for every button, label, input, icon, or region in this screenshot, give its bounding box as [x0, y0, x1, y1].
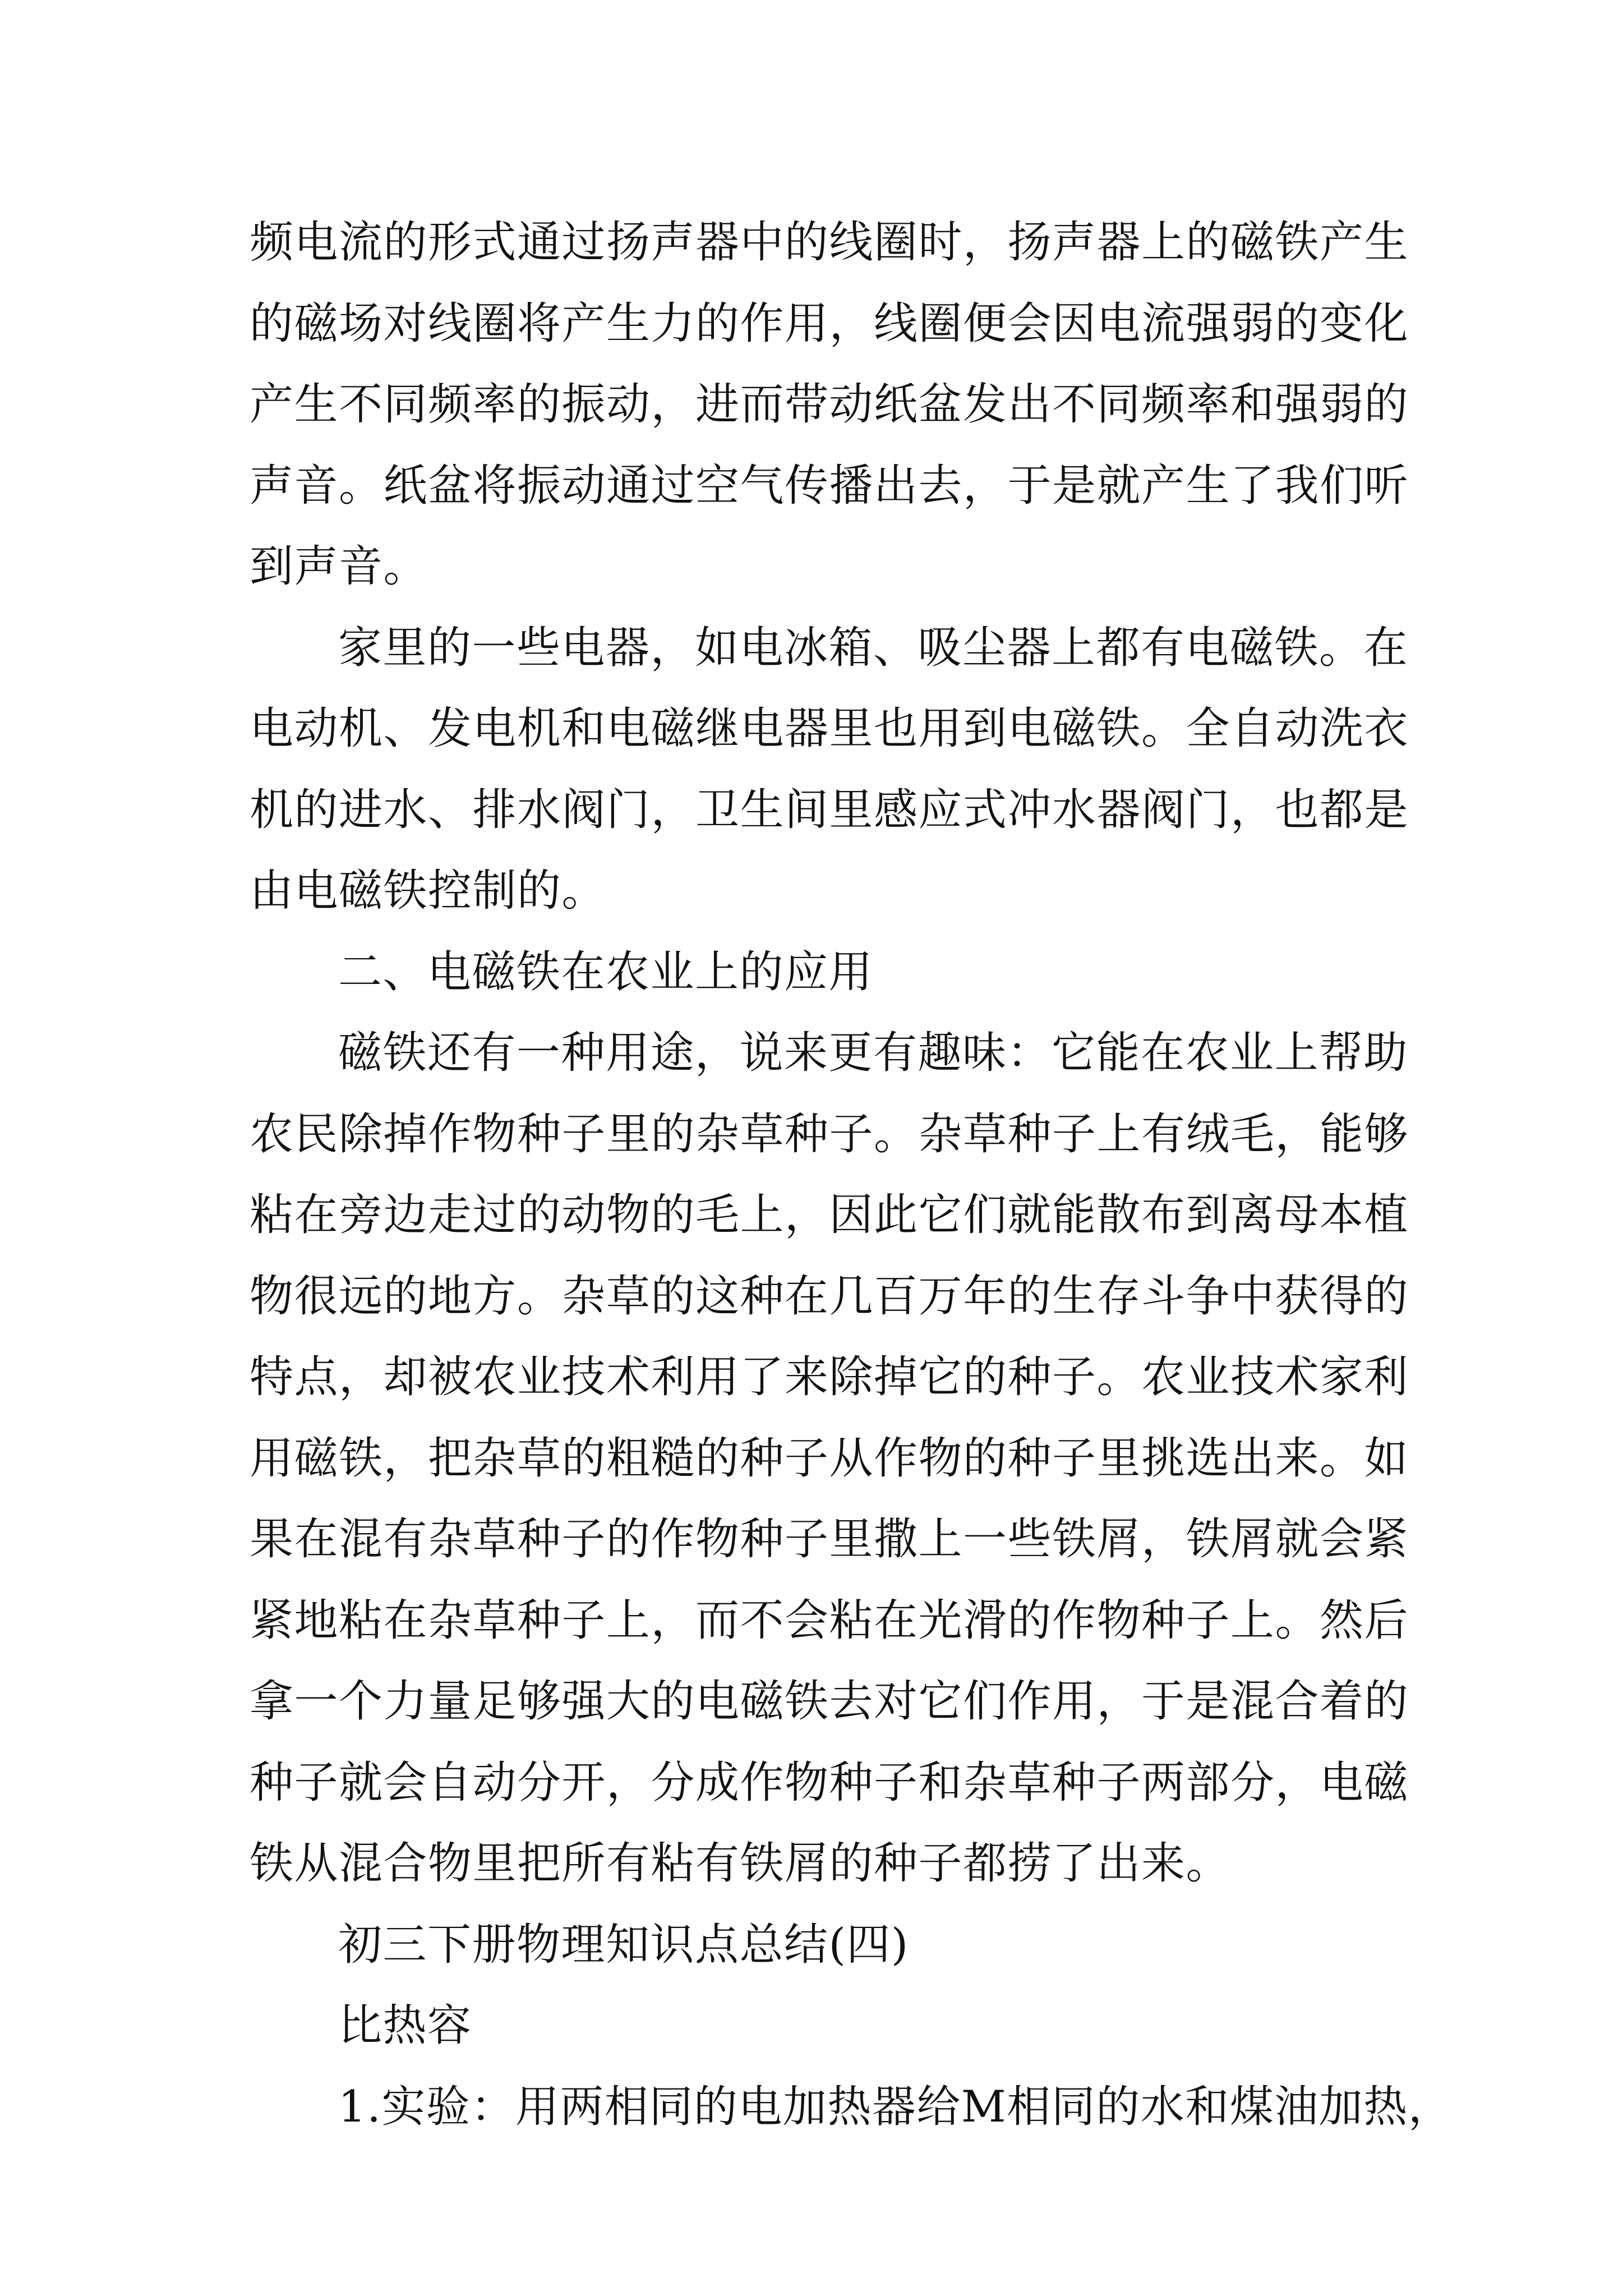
- text-line: 声音。纸盆将振动通过空气传播出去，于是就产生了我们听: [250, 460, 1409, 511]
- text-line: 的磁场对线圈将产生力的作用，线圈便会因电流强弱的变化: [250, 298, 1409, 349]
- text-line: 物很远的地方。杂草的这种在几百万年的生存斗争中获得的: [250, 1271, 1409, 1322]
- paragraph: [250, 202, 1409, 608]
- text-line: 紧地粘在杂草种子上，而不会粘在光滑的作物种子上。然后: [250, 1595, 1409, 1646]
- text-line: 产生不同频率的振动，进而带动纸盆发出不同频率和强弱的: [250, 379, 1409, 430]
- heading-line: 比热容: [338, 2000, 472, 2051]
- text-line: 机的进水、排水阀门，卫生间里感应式冲水器阀门，也都是: [250, 784, 1409, 835]
- text-line: 果在混有杂草种子的作物种子里撒上一些铁屑，铁屑就会紧: [250, 1514, 1409, 1565]
- paragraph: [250, 2067, 1453, 2148]
- text-line: 频电流的形式通过扬声器中的线圈时，扬声器上的磁铁产生: [250, 217, 1409, 268]
- text-line: 由电磁铁控制的。: [250, 866, 607, 916]
- section-heading: [250, 932, 1382, 1013]
- text-line: 用磁铁，把杂草的粗糙的种子从作物的种子里挑选出来。如: [250, 1433, 1409, 1484]
- heading-line: 二、电磁铁在农业上的应用: [338, 946, 874, 997]
- text-line: 电动机、发电机和电磁继电器里也用到电磁铁。全自动洗衣: [250, 703, 1409, 754]
- heading-line: 初三下册物理知识点总结(四): [338, 1919, 909, 1970]
- paragraph: [250, 608, 1409, 932]
- section-heading: [250, 1985, 1382, 2067]
- text-line: 粘在旁边走过的动物的毛上，因此它们就能散布到离母本植: [250, 1190, 1409, 1240]
- text-line: 特点，却被农业技术利用了来除掉它的种子。农业技术家利: [250, 1352, 1409, 1402]
- text-line: 磁铁还有一种用途，说来更有趣味：它能在农业上帮助: [338, 1028, 1409, 1078]
- text-line: 铁从混合物里把所有粘有铁屑的种子都捞了出来。: [250, 1838, 1231, 1889]
- text-line: 1.实验：用两相同的电加热器给M相同的水和煤油加热，: [338, 2081, 1453, 2132]
- document-body: [250, 202, 1453, 2147]
- section-heading: [250, 1904, 1382, 1986]
- text-line: 农民除掉作物种子里的杂草种子。杂草种子上有绒毛，能够: [250, 1108, 1409, 1159]
- text-line: 到声音。: [250, 541, 428, 592]
- text-line: 种子就会自动分开，分成作物种子和杂草种子两部分，电磁: [250, 1757, 1409, 1808]
- text-line: 家里的一些电器，如电冰箱、吸尘器上都有电磁铁。在: [338, 622, 1409, 673]
- text-line: 拿一个力量足够强大的电磁铁去对它们作用，于是混合着的: [250, 1676, 1409, 1727]
- paragraph: [250, 1013, 1409, 1904]
